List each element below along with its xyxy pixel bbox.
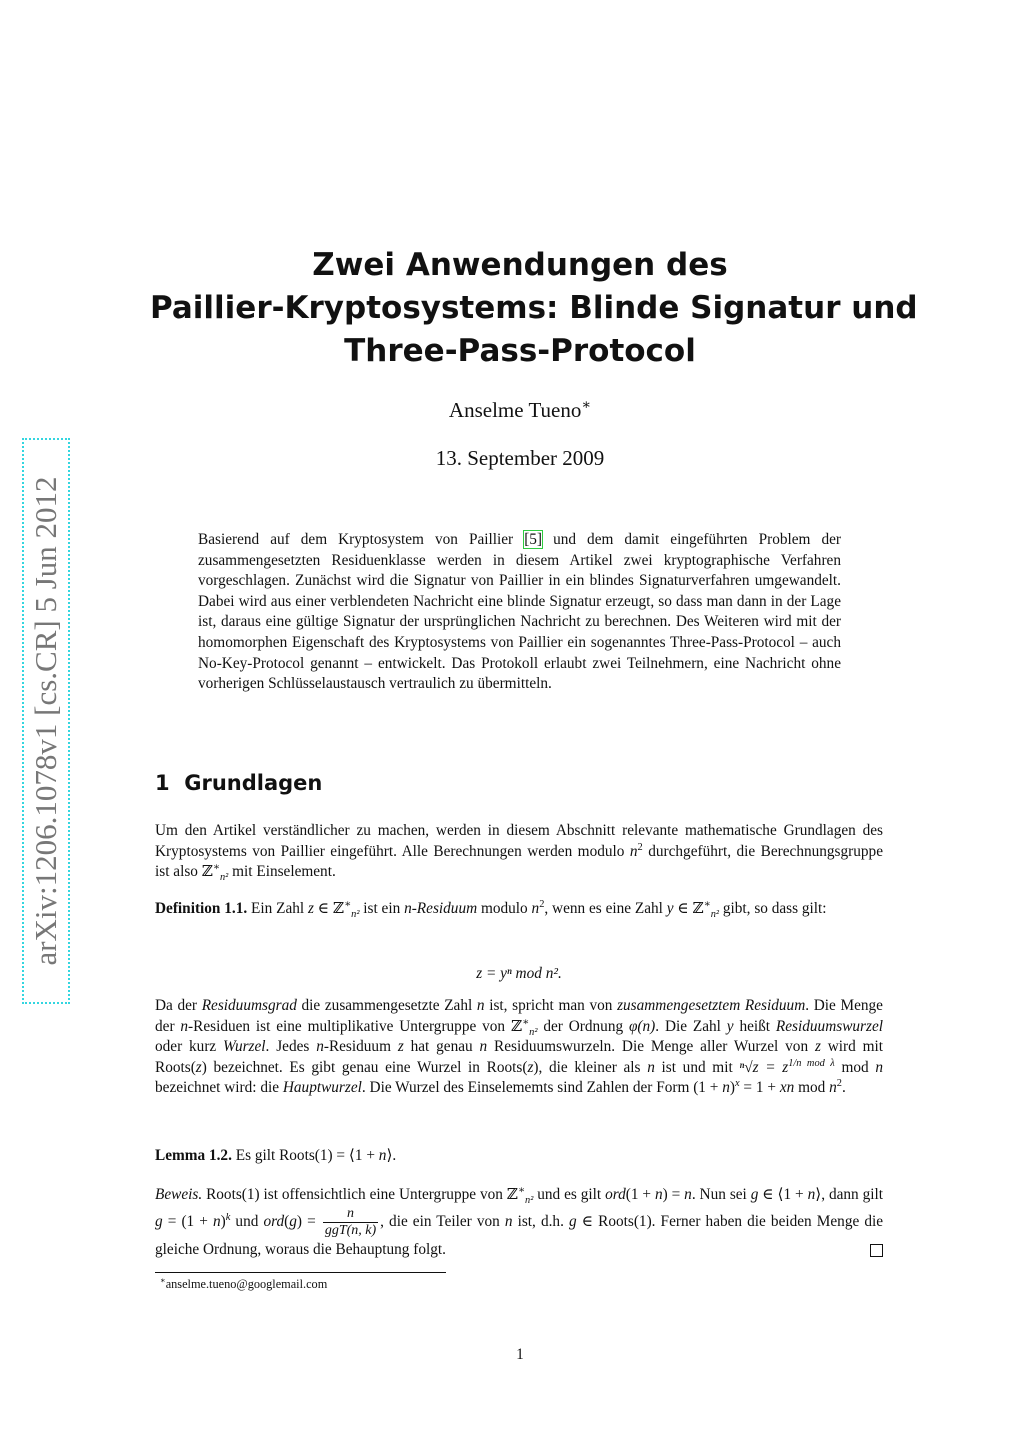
- text: = 1 +: [739, 1079, 780, 1097]
- text: . Nun sei: [691, 1186, 751, 1203]
- title-line-3: Three-Pass-Protocol: [344, 333, 696, 369]
- text: Es gilt Roots(1) = ⟨1 +: [231, 1147, 379, 1164]
- math-sup: ∗: [212, 862, 220, 874]
- author: [0, 398, 1024, 423]
- arxiv-stamp-text: arXiv:1206.1078v1 [cs.CR] 5 Jun 2012: [28, 476, 63, 966]
- math-var: z: [814, 1038, 821, 1056]
- text: der Ordnung: [537, 1017, 629, 1035]
- term: Residuumsgrad: [201, 997, 297, 1014]
- math-sup: 2: [637, 841, 643, 853]
- math: xn: [779, 1079, 795, 1097]
- math-sub: n²: [351, 909, 360, 921]
- text: . Die Menge der: [155, 997, 883, 1035]
- text: mit Einselement.: [228, 863, 336, 881]
- text: ): [729, 1079, 735, 1097]
- math-sup: ∗: [522, 1016, 530, 1028]
- text: ) =: [662, 1186, 685, 1203]
- math-sub: n²: [525, 1195, 534, 1207]
- text: modulo: [477, 900, 532, 917]
- math-sup: ∗: [703, 898, 711, 910]
- math-var: n: [531, 900, 540, 917]
- text: Ein Zahl: [247, 900, 308, 917]
- term: Residuumswurzel: [775, 1017, 883, 1035]
- text: und es gilt: [533, 1186, 606, 1203]
- math-sup: 2: [539, 898, 545, 910]
- footnote-rule: [155, 1272, 446, 1273]
- math-var: y: [726, 1017, 734, 1035]
- math-var: n: [212, 1213, 221, 1231]
- math-var: y: [666, 900, 674, 917]
- math-sub: n²: [219, 872, 229, 884]
- footnote-email[interactable]: anselme.tueno@googlemail.com: [165, 1277, 328, 1291]
- math: ∈ ℤ: [313, 900, 345, 917]
- math-sub: n²: [529, 1026, 538, 1038]
- abstract: [198, 530, 841, 695]
- math-sup: ∗: [517, 1184, 526, 1196]
- math-op: ord: [263, 1213, 285, 1231]
- text: . Die Wurzel des Einselememts sind Zahlen der Form (1 +: [361, 1079, 723, 1097]
- lemma-label: Lemma 1.2.: [155, 1147, 232, 1164]
- title-line-2: Paillier-Kryptosystems: Blinde Signatur und: [150, 290, 918, 326]
- fraction: [323, 1206, 378, 1239]
- proof-label: Beweis.: [155, 1186, 203, 1203]
- text: , wenn es eine Zahl: [544, 900, 667, 917]
- footnote-mark: ∗: [160, 1275, 166, 1285]
- math-var: g: [750, 1186, 759, 1203]
- math: φ(n): [628, 1017, 656, 1035]
- term: Hauptwurzel: [282, 1079, 362, 1097]
- text: ist, spricht man von: [484, 997, 618, 1014]
- text: mod: [834, 1058, 876, 1076]
- text: gibt, so dass gilt:: [719, 900, 827, 917]
- math-var: n: [647, 1058, 655, 1076]
- math-sup: ∗: [344, 898, 352, 910]
- footnote: [160, 1277, 327, 1292]
- math-var: n: [722, 1079, 730, 1097]
- math-var: n: [316, 1038, 324, 1056]
- date: 13. September 2009: [435, 446, 605, 470]
- text: = (1 +: [162, 1213, 213, 1231]
- text: ) bezeichnet. Es gibt genau eine Wurzel in Roots(: [201, 1058, 528, 1076]
- text: Roots(1) ist offensichtlich eine Untergruppe von: [202, 1186, 507, 1203]
- math: ∈ ℤ: [673, 900, 704, 917]
- text: mod: [794, 1079, 830, 1097]
- text: hat genau: [403, 1038, 480, 1056]
- math-sup: 2: [836, 1078, 842, 1090]
- math-var: n: [504, 1213, 513, 1231]
- math-var: n: [807, 1186, 816, 1203]
- page-number: 1: [516, 1346, 524, 1363]
- section-number: 1: [155, 771, 170, 795]
- text: ist, d.h.: [512, 1213, 569, 1231]
- math-sub: n²: [710, 909, 720, 921]
- abstract-text-1: Basierend auf dem Kryptosystem von Paillier: [198, 531, 525, 548]
- text: , die ein Teiler von: [380, 1213, 505, 1231]
- math-var: z: [307, 900, 314, 917]
- definition-1-1: [155, 899, 883, 920]
- math-var: g: [289, 1213, 297, 1231]
- text: ∈ Roots(1). Ferner haben die beiden Menge die gleiche Ordnung, woraus die Behauptung folgt.: [155, 1213, 884, 1258]
- math-var: z: [195, 1058, 202, 1076]
- text: . Die Zahl: [655, 1017, 727, 1035]
- text: ist und mit: [654, 1058, 740, 1076]
- text: ist ein: [359, 900, 405, 917]
- text: ): [220, 1213, 226, 1231]
- math-op: ord: [605, 1186, 626, 1203]
- math-var: z: [527, 1058, 534, 1076]
- math-group: ℤ: [510, 1017, 523, 1035]
- text: heißt: [733, 1017, 776, 1035]
- math-var: n: [629, 842, 638, 860]
- math-var: n: [654, 1186, 663, 1203]
- math-group: ℤ: [201, 863, 213, 881]
- section-heading: [155, 771, 322, 795]
- text: (: [284, 1213, 290, 1231]
- math-root: ⁿ√z = z: [739, 1058, 789, 1076]
- math-var: n: [479, 1038, 488, 1056]
- math-var: n: [829, 1079, 837, 1097]
- math-var: n: [684, 1186, 692, 1203]
- text: . Jedes: [265, 1038, 317, 1056]
- proof: [155, 1184, 883, 1261]
- display-equation: z = yⁿ mod n².: [476, 965, 562, 982]
- text: Um den Artikel verständlicher zu machen, werden in diesem Abschnitt relevante mathematische Grundlagen des Kryptosystems von Paillier eingeführt. Alle Berechnungen werden modulo: [155, 822, 883, 860]
- fraction-denominator: ggT(n, k): [324, 1223, 377, 1238]
- paragraph-intro: [155, 821, 883, 883]
- math-var: n: [875, 1058, 884, 1076]
- text: durchgeführt, die Berechnungsgruppe ist also: [155, 842, 883, 881]
- text: ∈ ⟨1 +: [758, 1186, 808, 1203]
- section-title: Grundlagen: [184, 771, 323, 795]
- math-sup: k: [225, 1211, 231, 1223]
- math-var: g: [568, 1213, 577, 1231]
- text: bezeichnet wird: die: [155, 1079, 283, 1097]
- fraction-numerator: n: [323, 1206, 378, 1223]
- text: wird mit Roots(: [155, 1038, 884, 1076]
- text: ⟩.: [386, 1147, 397, 1164]
- definition-term: n-Residuum: [404, 900, 478, 917]
- author-footnote-mark[interactable]: ∗: [581, 397, 592, 413]
- text: -Residuum: [323, 1038, 398, 1056]
- text: ⟩, dann gilt: [815, 1186, 883, 1203]
- paper-title: [150, 244, 918, 373]
- text: (1 +: [625, 1186, 655, 1203]
- citation-link[interactable]: [5]: [524, 531, 543, 548]
- text: die zusammengesetzte Zahl: [296, 997, 477, 1014]
- definition-label: Definition 1.1.: [155, 900, 248, 917]
- math-var: n: [180, 1017, 189, 1035]
- math-sup: x: [734, 1078, 740, 1090]
- lemma-1-2: [155, 1146, 883, 1167]
- author-name: Anselme Tueno: [448, 398, 582, 422]
- math-var: g: [155, 1213, 163, 1231]
- text: oder kurz: [155, 1038, 224, 1056]
- term: zusammengesetztem Residuum: [617, 997, 806, 1014]
- text: und: [230, 1213, 264, 1231]
- title-line-1: Zwei Anwendungen des: [312, 247, 728, 283]
- math-var: n: [476, 997, 485, 1014]
- text: -Residuen ist eine multiplikative Untergruppe von: [188, 1017, 511, 1035]
- math-group: ℤ: [506, 1186, 518, 1203]
- paragraph-residuum: Da der Residuumsgrad die zusammengesetzte Zahl n ist, spricht man von zusammengesetztem Residuum. Die Menge der n-Residuen ist eine multiplikative Untergruppe von ℤ∗$_{n^2}$ der Ordnung φ(n). Die Zahl y heißt Residuumswurzel oder kurz Wurzel. Jedes n-Residuum z hat genau n Residuumswurzeln. Die Menge aller Wurzel von z wird mit Roots(z) bezeichnet. Es gibt genau eine Wurzel in Roots(z), die kleiner als n ist und mit $^n√z = z^{1/n mod \lambda}$ mod n bezeichnet wird: die Hauptwurzel. Die Wurzel des Einselememts sind Zahlen der Form $(1 + n)^x = 1$ + xn mod $n^2$.: [155, 997, 884, 1097]
- text: ) =: [296, 1213, 321, 1231]
- text: ), die kleiner als: [533, 1058, 648, 1076]
- text: Da der: [155, 997, 202, 1014]
- text: Residuumswurzeln. Die Menge aller Wurzel von: [487, 1038, 815, 1056]
- term: Wurzel: [223, 1038, 266, 1056]
- qed-square-icon: [870, 1244, 883, 1257]
- math-var: z: [397, 1038, 404, 1056]
- math-sup: 1/n mod λ: [788, 1057, 835, 1069]
- arxiv-stamp: [22, 438, 70, 1004]
- math-var: n: [378, 1147, 387, 1164]
- abstract-text-2: und dem damit eingeführten Problem der zusammengesetzten Residuenklasse werden in diesem Artikel zwei kryptographische Verfahren vorgeschlagen. Zunächst wird die Signatur von Paillier in ein blindes Signaturverfahren umgewandelt. Dabei wird aus einer verblendeten Nachricht eine blinde Signatur erzeugt, so dass man dann in der Lage ist, daraus eine gültige Signatur der ursprünglichen Nachricht zu berechnen. Des Weiteren wird mit der homomorphen Eigenschaft des Kryptosystems von Paillier ein sogenanntes Three-Pass-Protocol – auch No-Key-Protocol genannt – entwickelt. Das Protokoll erlaubt zwei Teilnehmern, eine Nachricht ohne vorherigen Schlüsselaustausch vertraulich zu übermitteln.: [198, 531, 842, 693]
